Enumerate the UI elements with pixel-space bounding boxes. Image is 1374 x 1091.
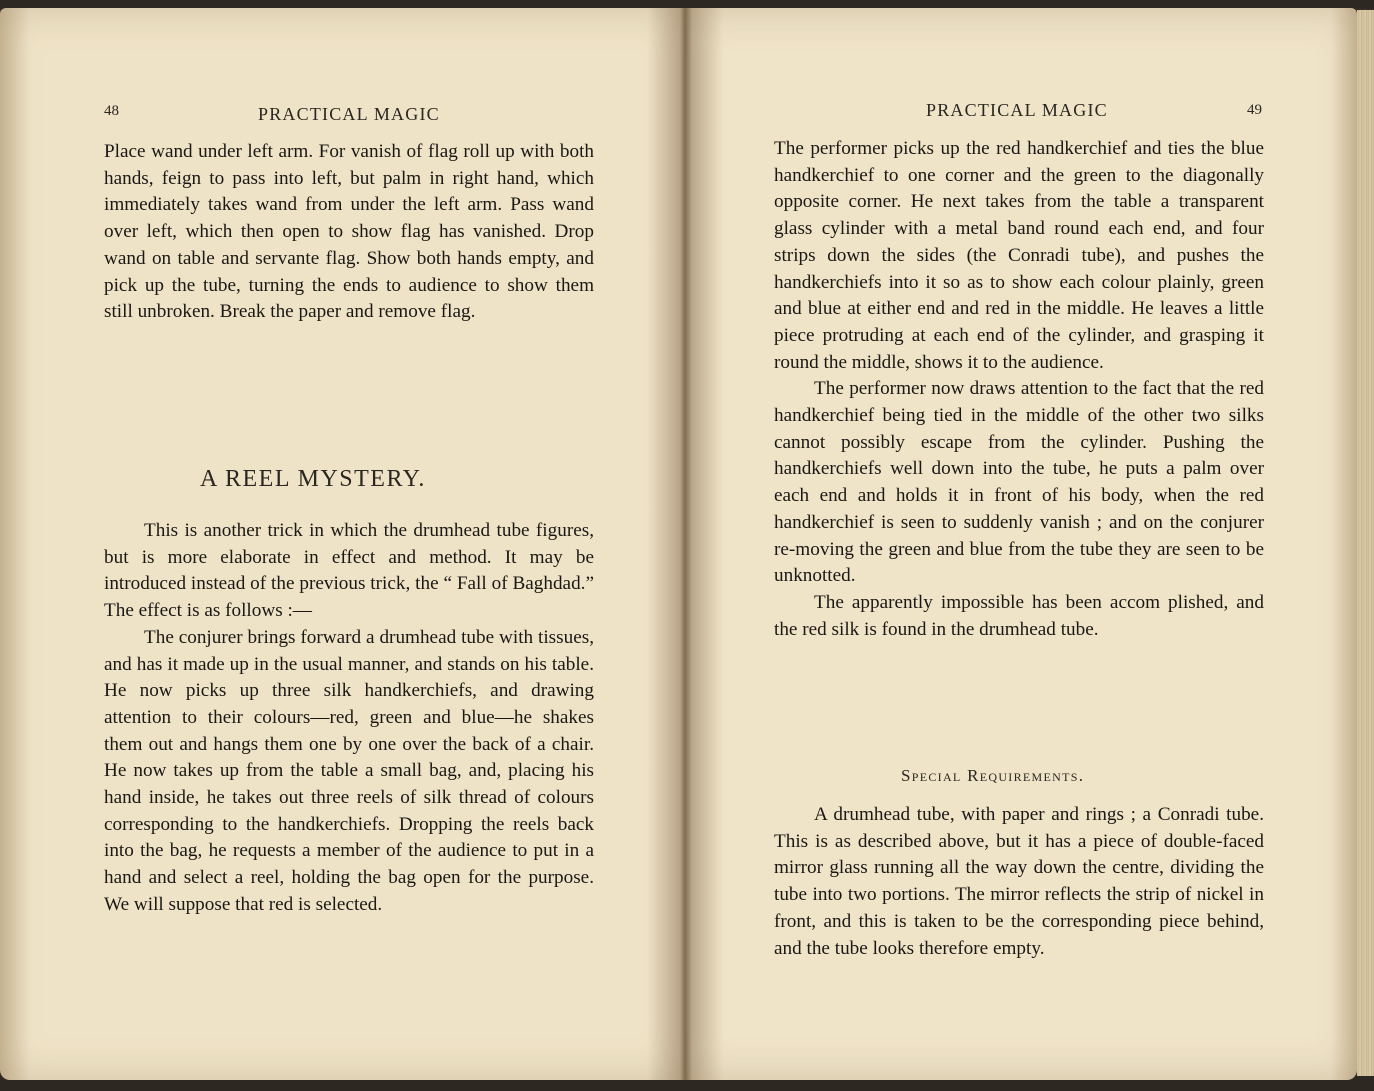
book-spine (680, 8, 692, 1080)
left-section-text (104, 518, 594, 919)
page-number-left: 48 (104, 103, 119, 119)
paragraph: A drumhead tube, with paper and rings ; a Conradi tube. This is as described above, but it has a piece of double-faced mirror glass running all the way down the centre, dividing the tube into two portions. The mirror reflects the strip of nickel in front, and this is taken to be the corresponding piece behind, and the tube looks therefore empty. (774, 804, 1264, 959)
right-requirements-text (774, 802, 1264, 962)
running-head-right: PRACTICAL MAGIC (926, 100, 1108, 120)
left-page (0, 8, 685, 1080)
left-opening-text (104, 139, 594, 326)
paragraph: The conjurer brings forward a drumhead tube with tissues, and has it made up in the usual manner, and stands on his table. He now picks up three silk handkerchiefs, and drawing attention to their colours—red, green and blue—he shakes them out and hangs them one by one over the back of a chair. He now takes up from the table a small bag, and, placing his hand inside, he takes out three reels of silk thread of colours corresponding to the handkerchiefs. Dropping the reels back into the bag, he requests a member of the audience to put in a hand and select a reel, holding the bag open for the purpose. We will suppose that red is selected. (104, 626, 594, 915)
paragraph: The apparently impossible has been accom plished, and the red silk is found in the drumhead tube. (774, 591, 1264, 640)
right-main-text (774, 136, 1264, 643)
paragraph: The performer now draws attention to the fact that the red handkerchief being tied in the middle of the other two silks cannot possibly escape from the cylinder. Pushing the handkerchiefs well down into the tube, he puts a palm over each end and holds it in front of his body, when the red handkerchief is seen to suddenly vanish ; and on the conjurer re-moving the green and blue from the tube they are seen to be unknotted. (774, 378, 1264, 587)
running-head-left: PRACTICAL MAGIC (258, 104, 440, 124)
section-title: A REEL MYSTERY. (200, 466, 426, 492)
paragraph: The performer picks up the red handkerchief and ties the blue handkerchief to one corner and the green to the diagonally opposite corner. He next takes from the table a transparent glass cylinder with a metal band round each end, and four strips down the sides (the Conradi tube), and pushes the handkerchiefs into it so as to show each colour plainly, green and blue at either end and red in the middle. He leaves a little piece protruding at each end of the cylinder, and grasping it round the middle, shows it to the audience. (774, 138, 1264, 373)
paragraph: This is another trick in which the drumhead tube figures, but is more elaborate in effect and method. It may be introduced instead of the previous trick, the “ Fall of Baghdad.” The effect is as follows :— (104, 520, 594, 622)
paragraph: Place wand under left arm. For vanish of flag roll up with both hands, feign to pass into left, but palm in right hand, which immediately takes wand from under the left arm. Pass wand over left, which then open to show flag has vanished. Drop wand on table and servante flag. Show both hands empty, and pick up the tube, turning the ends to audience to show them still unbroken. Break the paper and remove flag. (104, 141, 594, 323)
right-page (685, 8, 1357, 1080)
sub-heading: Special Requirements. (901, 766, 1085, 785)
page-edges (1357, 10, 1374, 1076)
page-number-right: 49 (1247, 102, 1262, 118)
